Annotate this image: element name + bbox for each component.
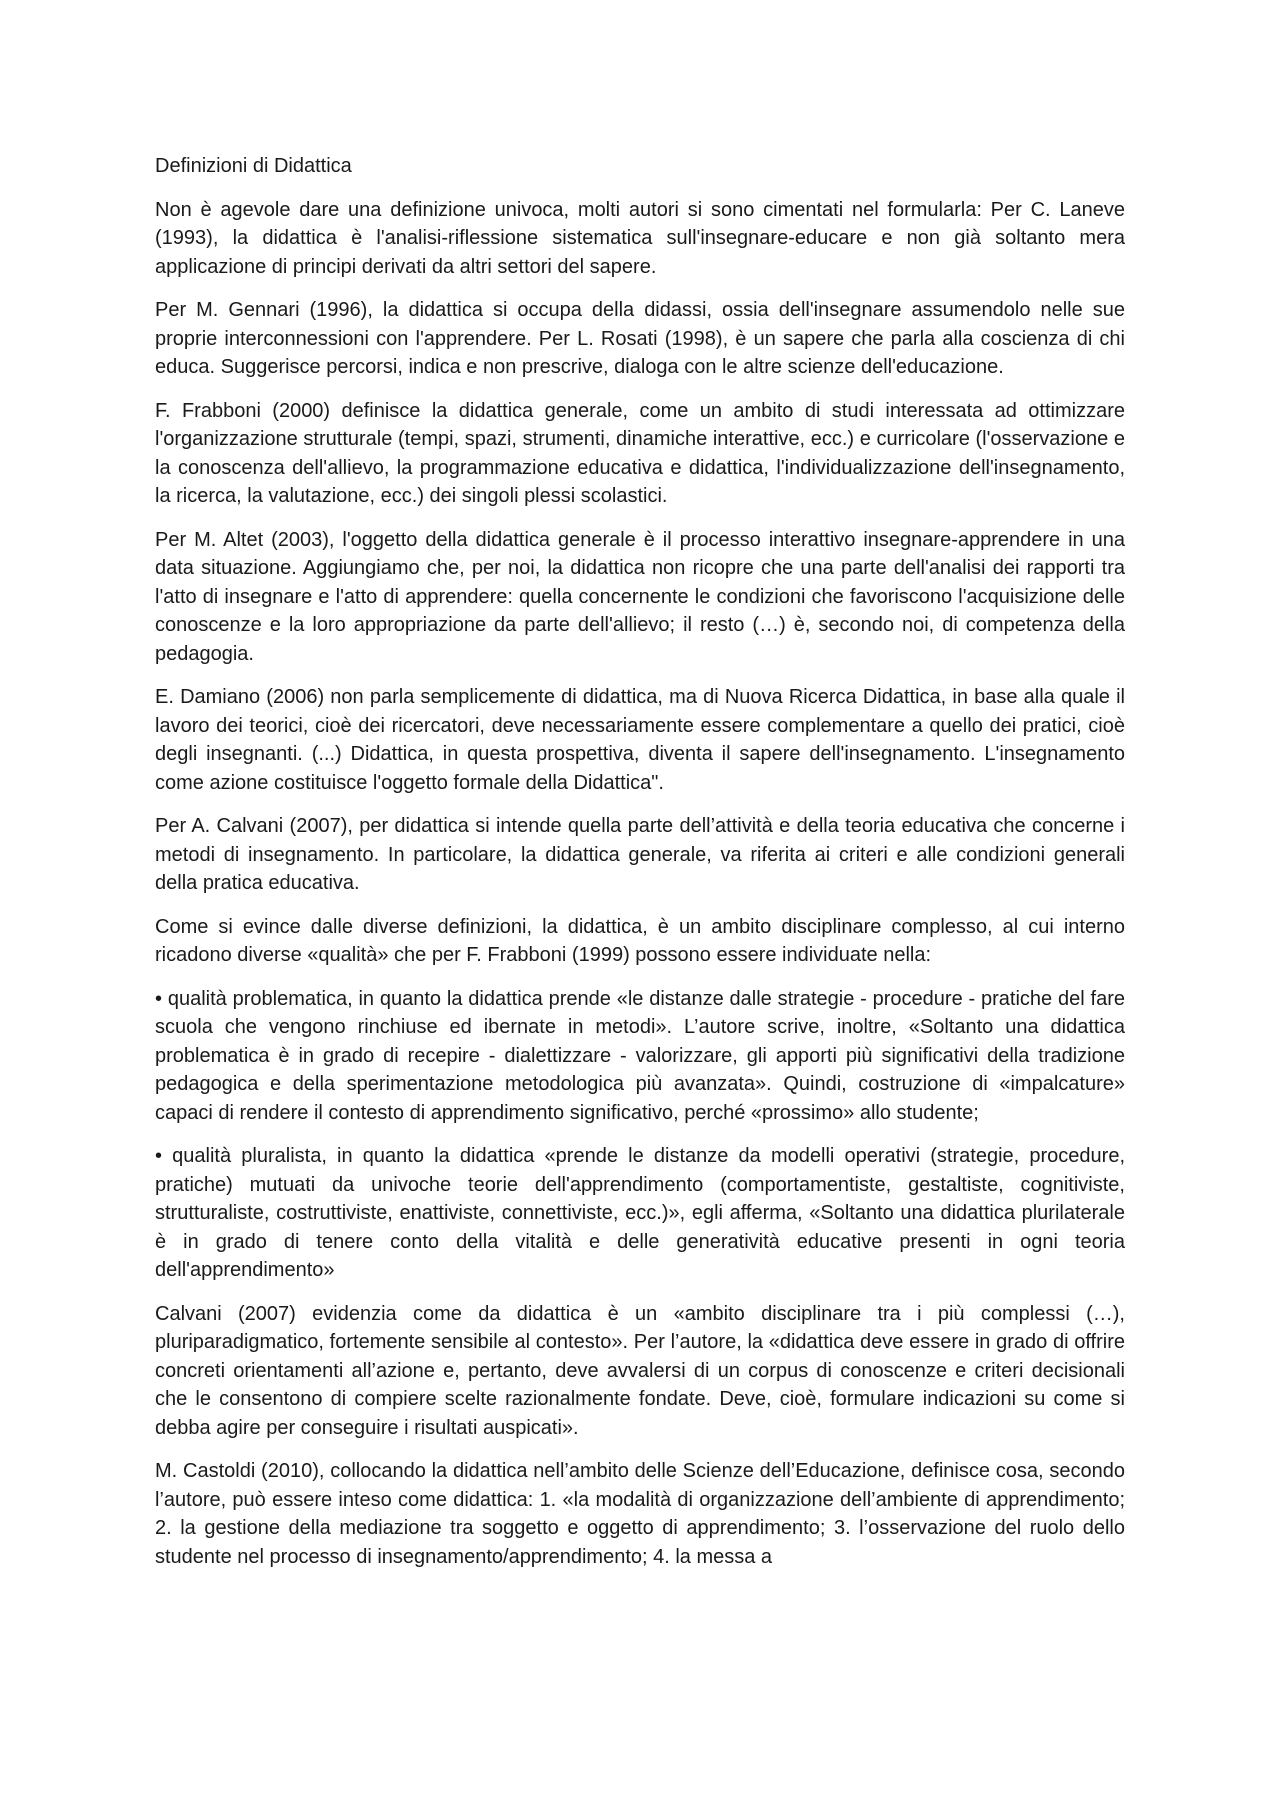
bullet-qualita-pluralista: • qualità pluralista, in quanto la didattica «prende le distanze da modelli operativi (strategie, procedure, pratiche) mutuati da univoche teorie dell'apprendimento (comportamentiste, gestaltiste, cognitiviste, strutturaliste, costruttiviste, enattiviste, connettiviste, ecc.)», egli afferma, «Soltanto una didattica plurilaterale è in grado di tenere conto della vitalità e delle generatività educative presenti in ogni teoria dell'apprendimento» xyxy=(155,1145,1125,1281)
paragraph-altet: Per M. Altet (2003), l'oggetto della didattica generale è il processo interattivo insegnare-apprendere in una data situazione. Aggiungiamo che, per noi, la didattica non ricopre che una parte dell'analisi dei rapporti tra l'atto di insegnare e l'atto di apprendere: quella concernente le condizioni che favoriscono l'acquisizione delle conoscenze e la loro appropriazione da parte dell'allievo; il resto (…) è, secondo noi, di competenza della pedagogia. xyxy=(155,528,1125,665)
document-body xyxy=(155,152,1125,1586)
paragraph-laneve: Non è agevole dare una definizione univoca, molti autori si sono cimentati nel formularla: Per C. Laneve (1993), la didattica è l'analisi-riflessione sistematica sull'insegnare-educare e non già soltanto mera applicazione di principi derivati da altri settori del sapere. xyxy=(155,198,1125,278)
document-title: Definizioni di Didattica xyxy=(155,155,352,177)
paragraph-gennari-rosati: Per M. Gennari (1996), la didattica si occupa della didassi, ossia dell'insegnare assumendolo nelle sue proprie interconnessioni con l'apprendere. Per L. Rosati (1998), è un sapere che parla alla coscienza di chi educa. Suggerisce percorsi, indica e non prescrive, dialoga con le altre scienze dell'educazione. xyxy=(155,299,1125,378)
paragraph-damiano: E. Damiano (2006) non parla semplicemente di didattica, ma di Nuova Ricerca Didattica, in base alla quale il lavoro dei teorici, cioè dei ricercatori, deve necessariamente essere complementare a quello dei pratici, cioè degli insegnanti. (...) Didattica, in questa prospettiva, diventa il sapere dell'insegnamento. L'insegnamento come azione costituisce l'oggetto formale della Didattica". xyxy=(155,686,1125,794)
bullet-qualita-problematica: • qualità problematica, in quanto la didattica prende «le distanze dalle strategie - procedure - pratiche del fare scuola che vengono rinchiuse ed ibernate in metodi». L’autore scrive, inoltre, «Soltanto una didattica problematica è in grado di recepire - dialettizzare - valorizzare, gli apporti più significativi della tradizione pedagogica e della sperimentazione metodologica più avanzata». Quindi, costruzione di «impalcature» capaci di rendere il contesto di apprendimento significativo, perché «prossimo» allo studente; xyxy=(155,987,1125,1124)
paragraph-calvani-2007: Per A. Calvani (2007), per didattica si intende quella parte dell’attività e della teoria educativa che concerne i metodi di insegnamento. In particolare, la didattica generale, va riferita ai criteri e alle condizioni generali della pratica educativa. xyxy=(155,815,1125,894)
paragraph-qualita-intro: Come si evince dalle diverse definizioni, la didattica, è un ambito disciplinare complesso, al cui interno ricadono diverse «qualità» che per F. Frabboni (1999) possono essere individuate nella: xyxy=(155,915,1125,966)
paragraph-calvani-complesso: Calvani (2007) evidenzia come da didattica è un «ambito disciplinare tra i più complessi (…), pluriparadigmatico, fortemente sensibile al contesto». Per l’autore, la «didattica deve essere in grado di offrire concreti orientamenti all’azione e, pertanto, deve avvalersi di un corpus di conoscenze e criteri decisionali che le consentono di compiere scelte razionalmente fondate. Deve, cioè, formulare indicazioni su come si debba agire per conseguire i risultati auspicati». xyxy=(155,1302,1125,1439)
paragraph-frabboni-2000: F. Frabboni (2000) definisce la didattica generale, come un ambito di studi interessata ad ottimizzare l'organizzazione strutturale (tempi, spazi, strumenti, dinamiche interattive, ecc.) e curricolare (l'osservazione e la conoscenza dell'allievo, la programmazione educativa e didattica, l'individualizzazione dell'insegnamento, la ricerca, la valutazione, ecc.) dei singoli plessi scolastici. xyxy=(155,399,1125,507)
paragraph-castoldi: M. Castoldi (2010), collocando la didattica nell’ambito delle Scienze dell’Educazione, definisce cosa, secondo l’autore, può essere inteso come didattica: 1. «la modalità di organizzazione dell’ambiente di apprendimento; 2. la gestione della mediazione tra soggetto e oggetto di apprendimento; 3. l’osservazione del ruolo dello studente nel processo di insegnamento/apprendimento; 4. la messa a xyxy=(155,1460,1125,1568)
